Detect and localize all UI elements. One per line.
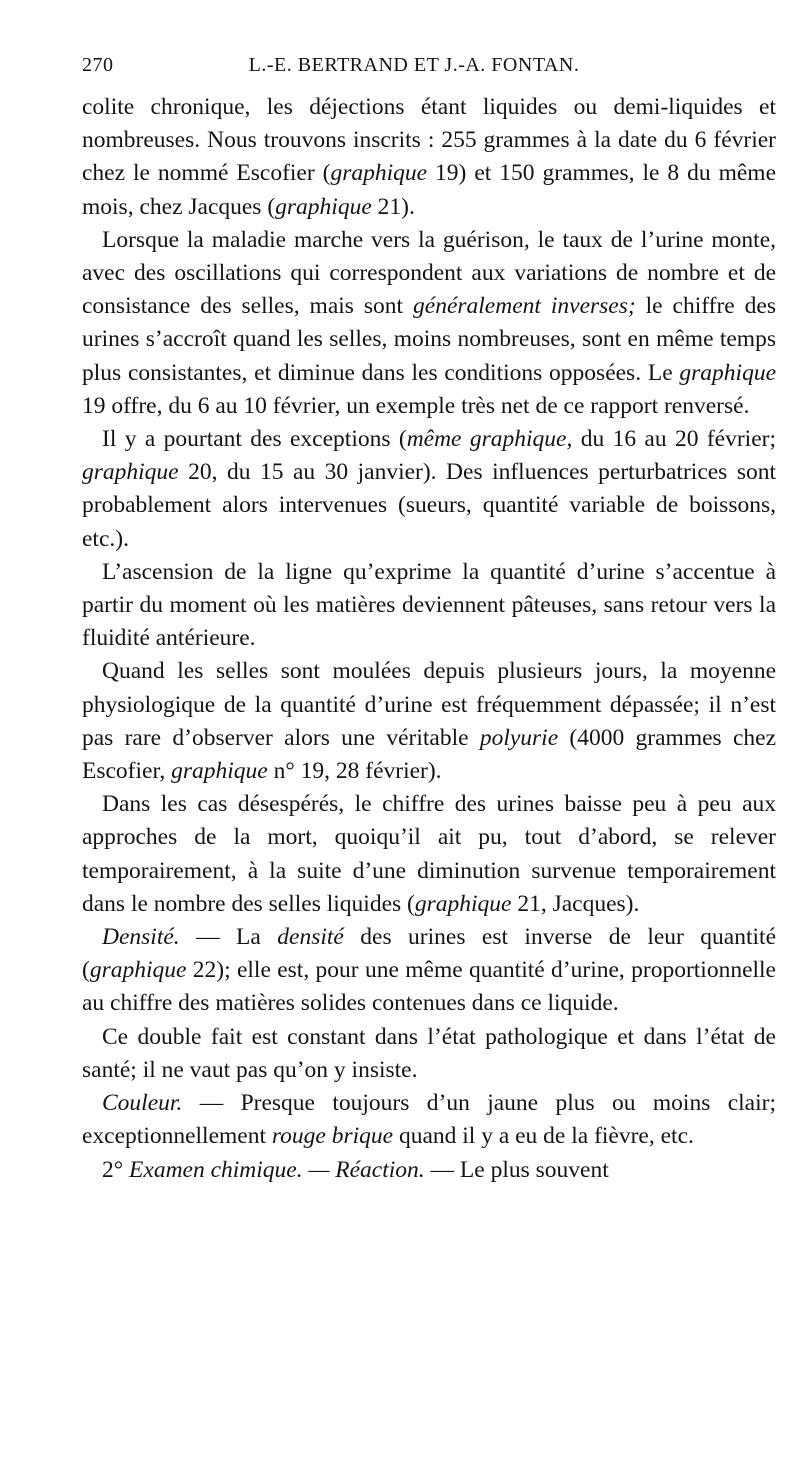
italic-run: graphique [414,890,512,917]
text-run: colite chronique, les déjections étant liquides ou demi-liquides et nombreuses. Nous trouvons inscrits : 255 grammes à la date du 6 février chez le nommé Escofier ( [82,94,776,187]
italic-run: graphique [330,160,428,187]
paragraph [82,556,776,656]
italic-run: rouge brique [271,1123,394,1150]
text-run: 21, Jacques). [511,890,640,917]
text-run: — Presque toujours d’un jaune plus ou moins clair; exceptionnellement [82,1090,776,1150]
italic-run: graphique [82,459,179,486]
italic-run: graphique [171,758,268,785]
text-run: 19 offre, du 6 au 10 février, un exemple très net de ce rapport renversé. [82,392,750,419]
italic-run: même graphique, [406,426,573,453]
text-run: 19) et 150 grammes, le 8 du même mois, chez Jacques ( [82,160,777,220]
text-run: du 16 au 20 février; [572,426,776,453]
running-head: L.-E. BERTRAND ET J.-A. FONTAN. [248,54,580,76]
italic-run: polyurie [479,724,559,751]
italic-run: généralement inverses; [413,293,636,320]
italic-run: graphique [89,957,187,984]
paragraph [82,91,776,224]
text-run: (4000 grammes chez Escofier, [82,724,777,785]
text-run: 2° [102,1156,130,1183]
italic-run: Examen chimique. — Réaction. [129,1156,425,1183]
paragraph [82,224,776,423]
body-text [82,91,776,1187]
text-run: Lorsque la maladie marche vers la guérison, le taux de l’urine monte, avec des oscillations qui correspondent aux variations de nombre et de consistance des selles, mais sont [82,226,776,320]
text-run: des urines est inverse de leur quantité ( [82,924,776,984]
text-run: Il y a pourtant des exceptions ( [102,426,407,453]
italic-run: Couleur. [102,1090,183,1117]
text-run: quand il y a eu de la fièvre, etc. [393,1123,694,1150]
paragraph [82,423,776,556]
text-run: L’ascension de la ligne qu’exprime la quantité d’urine s’accentue à partir du moment où les matières deviennent pâteuses, sans retour vers la fluidité antérieure. [82,558,776,652]
text-run: le chiffre des urines s’accroît quand les selles, moins nombreuses, sont en même temps plus consistantes, et diminue dans les conditions opposées. Le [82,293,776,386]
text-run: Ce double fait est constant dans l’état pathologique et dans l’état de santé; il ne vaut pas qu’on y insiste. [82,1023,776,1083]
text-run: 20, du 15 au 30 janvier). Des influences perturbatrices sont probablement alors intervenues (sueurs, quantité variable de boissons, etc.). [82,459,776,552]
text-run: n° 19, 28 février). [267,758,442,785]
text-run: Quand les selles sont moulées depuis plusieurs jours, la moyenne physiologique de la quantité d’urine est fréquemment dépassée; il n’est pas rare d’observer alors une véritable [82,658,776,751]
page-number: 270 [82,54,114,76]
text-run: — Le plus souvent [424,1156,609,1183]
paragraph [82,1154,776,1187]
italic-run: Densité. [102,924,180,951]
text-run: 21). [371,193,415,220]
paragraph [82,1021,776,1087]
text-run: Dans les cas désespérés, le chiffre des urines baisse peu à peu aux approches de la mort, quoiqu’il ait pu, tout d’abord, se relever temporairement, à la suite d’une diminution survenue temporairement dans le nombre des selles liquides ( [82,791,776,917]
text-run: — La [179,924,278,951]
page-header [82,54,776,77]
paragraph [82,921,776,1021]
italic-run: graphique [275,193,372,220]
paragraph [82,655,776,788]
paragraph [82,1087,776,1153]
italic-run: densité [277,924,344,951]
italic-run: graphique [679,359,776,386]
paragraph [82,788,776,921]
text-run: 22); elle est, pour une même quantité d’urine, proportionnelle au chiffre des matières solides contenues dans ce liquide. [82,957,776,1017]
